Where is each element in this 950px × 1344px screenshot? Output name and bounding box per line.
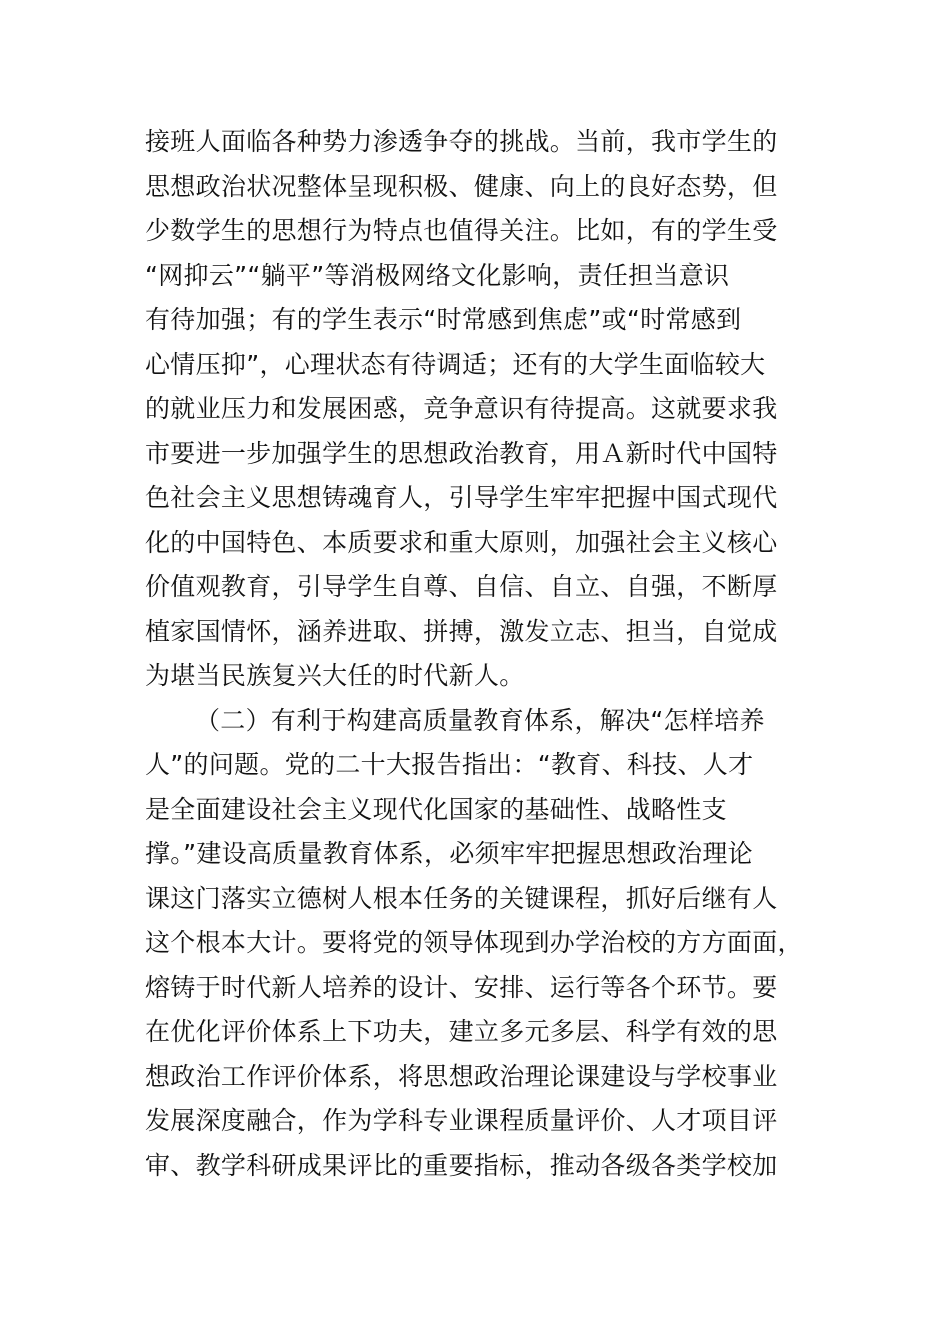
text-line-23: 发展深度融合，作为学科专业课程质量评价、人才项目评 — [145, 1106, 778, 1135]
text-line-11: 价值观教育，引导学生自尊、自信、自立、自强，不断厚 — [145, 572, 778, 601]
text-line-18: 课这门落实立德树人根本任务的关键课程，抓好后继有人 — [145, 883, 778, 913]
text-line-5: 有待加强；有的学生表示“时常感到焦虑”或“时常感到 — [145, 305, 742, 334]
text-line-7: 的就业压力和发展困惑，竞争意识有待提高。这就要求我 — [145, 394, 778, 423]
text-line-2: 思想政治状况整体呈现积极、健康、向上的良好态势，但 — [145, 171, 778, 201]
text-line-12: 植家国情怀，涵养进取、拼搏，激发立志、担当，自觉成 — [145, 616, 778, 646]
text-line-4: “网抑云”“躺平”等消极网络文化影响，责任担当意识 — [145, 260, 730, 290]
text-line-13: 为堪当民族复兴大任的时代新人。 — [145, 661, 525, 690]
text-line-9: 色社会主义思想铸魂育人，引导学生牢牢把握中国式现代 — [145, 483, 778, 512]
text-line-1: 接班人面临各种势力渗透争夺的挑战。当前，我市学生的 — [145, 127, 778, 156]
text-line-22: 想政治工作评价体系，将思想政治理论课建设与学校事业 — [145, 1061, 778, 1091]
section-heading-line: （二）有利于构建高质量教育体系，解决“怎样培养 — [195, 705, 765, 735]
text-line-15: 人”的问题。党的二十大报告指出：“教育、科技、人才 — [145, 750, 754, 779]
text-line-21: 在优化评价体系上下功夫，建立多元多层、科学有效的思 — [145, 1017, 778, 1046]
text-line-10: 化的中国特色、本质要求和重大原则，加强社会主义核心 — [145, 527, 778, 557]
text-line-3: 少数学生的思想行为特点也值得关注。比如，有的学生受 — [145, 216, 778, 245]
text-line-16: 是全面建设社会主义现代化国家的基础性、战略性支 — [145, 794, 727, 824]
text-line-6: 心情压抑”，心理状态有待调适；还有的大学生面临较大 — [145, 349, 766, 379]
text-line-17: 撑。”建设高质量教育体系，必须牢牢把握思想政治理论 — [145, 839, 753, 868]
text-line-19: 这个根本大计。要将党的领导体现到办学治校的方方面面， — [145, 928, 803, 957]
body-text — [145, 120, 825, 1188]
text-line-20: 熔铸于时代新人培养的设计、安排、运行等各个环节。要 — [145, 972, 778, 1002]
text-line-8: 市要进一步加强学生的思想政治教育，用Ａ新时代中国特 — [145, 438, 778, 468]
text-line-24: 审、教学科研成果评比的重要指标，推动各级各类学校加 — [145, 1150, 778, 1180]
